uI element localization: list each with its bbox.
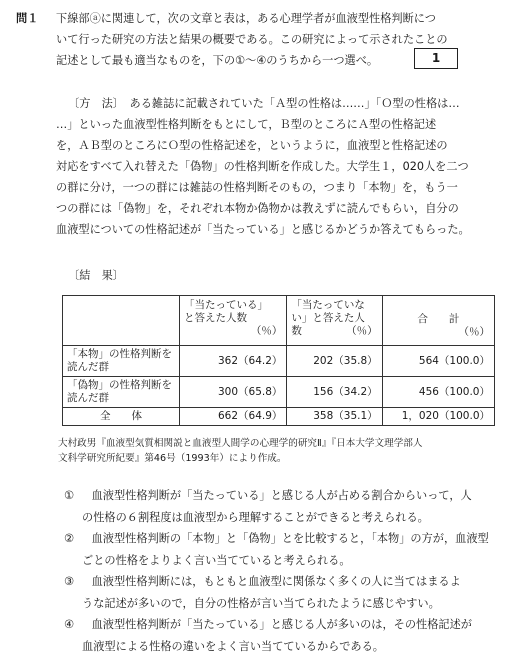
question-line-3: 記述として最も適当なものを，下の①〜④のうちから一つ選べ。 (56, 54, 379, 67)
choice-4[interactable] (64, 619, 472, 630)
row-label (63, 346, 180, 377)
cell-disagree: 358（35.1） (287, 408, 382, 426)
choice-3[interactable] (64, 576, 461, 587)
table-header-empty (63, 296, 180, 346)
answer-box[interactable]: 1 (414, 48, 458, 69)
choice-2[interactable] (64, 533, 489, 544)
table-header-agree (180, 296, 287, 346)
method-line-3: を，ＡＢ型のところにＯ型の性格記述を，というように，血液型と性格記述の (56, 139, 448, 152)
result-heading: 〔結 果〕 (68, 269, 124, 282)
header-agree-unit: （％） (250, 325, 283, 337)
method-line-7: 血液型についての性格記述が「当たっている」と感じるかどうか答えてもらった。 (56, 223, 470, 236)
choice-3-line2: うな記述が多いので，自分の性格が言い当てられたように感じやすい。 (82, 597, 440, 610)
row-label-line2: 読んだ群 (67, 361, 109, 373)
cell-total: 564（100.0） (382, 346, 494, 377)
header-disagree-line2: い」と答えた人 (291, 312, 365, 324)
table-row (63, 377, 495, 408)
method-line-2: …」といった血液型性格判断をもとにして，Ｂ型のところにＡ型の性格記述 (56, 118, 437, 131)
header-disagree-unit: （％） (346, 325, 378, 337)
choice-1-mark: ① (64, 489, 75, 502)
cell-total: 456（100.0） (382, 377, 494, 408)
source-line-1: 大村政男『血液型気質相関説と血液型人間学の心理学的研究Ⅱ』『日本大学文理学部人 (58, 438, 423, 449)
table-row-total (63, 408, 495, 426)
cell-disagree: 156（34.2） (287, 377, 382, 408)
header-total-label: 合 計 (417, 313, 460, 325)
cell-agree: 362（64.2） (180, 346, 287, 377)
cell-agree: 662（64.9） (180, 408, 287, 426)
result-table (62, 295, 495, 426)
row-label (63, 377, 180, 408)
choice-3-line1: 血液型性格判断には，もともと血液型に関係なく多くの人に当てはまるよ (91, 575, 461, 588)
cell-disagree: 202（35.8） (287, 346, 382, 377)
row-label-line2: 読んだ群 (67, 392, 109, 404)
table-header-row (63, 296, 495, 346)
question-number: 問１ (16, 12, 39, 25)
choice-2-line2: ごとの性格をよりよく言い当てていると考えられる。 (82, 554, 351, 567)
header-agree-line2: と答えた人数 (184, 312, 247, 324)
row-label-line1: 「本物」の性格判断を (67, 348, 172, 360)
row-label-total: 全 体 (63, 408, 180, 426)
table-header-total (382, 296, 494, 346)
question-line-2: いて行った研究の方法と結果の概要である。この研究によって示されたことの (56, 33, 448, 46)
header-disagree-line3: 数 (291, 325, 302, 337)
method-line-1: 〔方 法〕 ある雑誌に記載されていた「Ａ型の性格は……」「Ｏ型の性格は… (68, 97, 460, 110)
choice-4-line1: 血液型性格判断が「当たっている」と感じる人が多いのは，その性格記述が (91, 618, 472, 631)
header-agree-line1: 「当たっている」 (184, 299, 268, 311)
method-line-5: の群に分け，一つの群には雑誌の性格判断そのもの，つまり「本物」を，もう一 (56, 181, 458, 194)
method-line-4: 対応をすべて入れ替えた「偽物」の性格判断を作成した。大学生１，020人を二つ (56, 160, 469, 173)
choice-2-mark: ② (64, 532, 75, 545)
cell-agree: 300（65.8） (180, 377, 287, 408)
cell-total: 1，020（100.0） (382, 408, 494, 426)
choice-4-line2: 血液型による性格の違いをよく言い当てているからである。 (82, 640, 384, 653)
question-line-1: 下線部ⓐに関連して，次の文章と表は，ある心理学者が血液型性格判断につ (56, 12, 436, 25)
choice-1[interactable] (64, 490, 472, 501)
source-line-2: 文科学研究所紀要』第46号（1993年）により作成。 (58, 453, 287, 464)
header-total-unit: （％） (458, 326, 490, 338)
header-disagree-line1: 「当たっていな (291, 299, 365, 311)
method-line-6: つの群には「偽物」を，それぞれ本物か偽物かは教えずに読んでもらい，自分の (56, 202, 459, 215)
choice-4-mark: ④ (64, 618, 75, 631)
choice-3-mark: ③ (64, 575, 75, 588)
choice-1-line2: の性格の６割程度は血液型から理解することができると考えられる。 (82, 511, 429, 524)
choice-1-line1: 血液型性格判断が「当たっている」と感じる人が占める割合からいって，人 (91, 489, 472, 502)
row-label-line1: 「偽物」の性格判断を (67, 379, 172, 391)
table-row (63, 346, 495, 377)
choice-2-line1: 血液型性格判断の「本物」と「偽物」とを比較すると，「本物」の方が，血液型 (91, 532, 489, 545)
table-header-disagree (287, 296, 382, 346)
